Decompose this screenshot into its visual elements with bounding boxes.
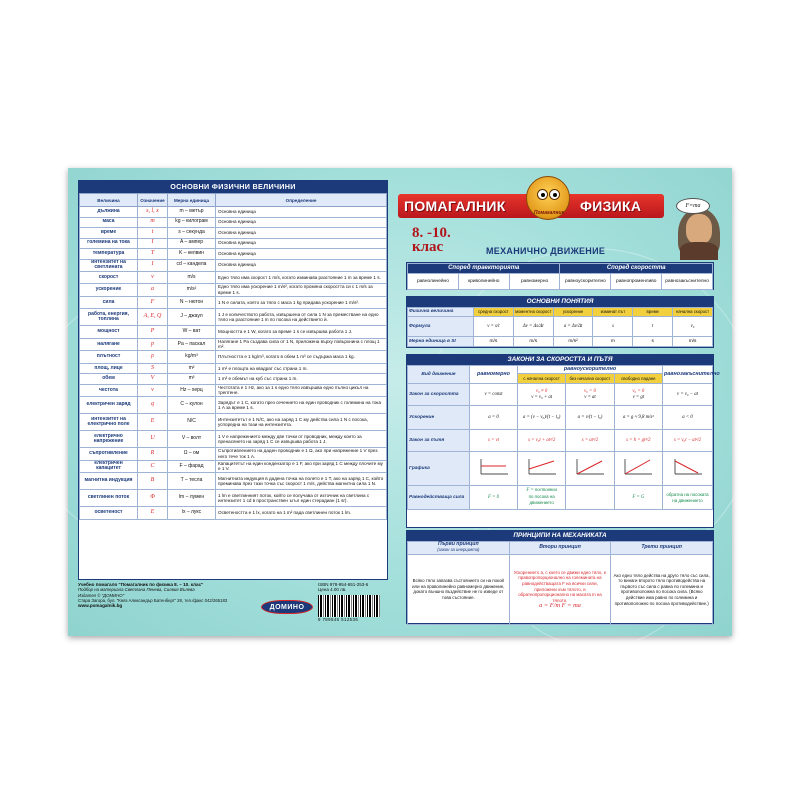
formula-cell: a = Δv/Δt	[553, 317, 593, 337]
uniform-header: равномерно	[470, 366, 518, 384]
quantity-symbol: I	[138, 259, 168, 271]
quantity-name: електричен капацитет	[80, 460, 138, 473]
quantity-unit: N – нютон	[168, 296, 216, 309]
uniform-graph	[478, 457, 510, 477]
imprint-title: Учебно помагало "Помагалник по физика 8. – 10. клас"	[78, 582, 204, 587]
classification-cell: равнопроменливо	[611, 274, 662, 290]
quantity-definition: Едно тяло има ускорение 1 m/s², когато промяна скоростта си с 1 m/s за време 1 s.	[216, 284, 387, 297]
third-principle-text: Ако едно тяло действа на друго тяло със сила, то винаги второто тяло противодейства на първото със сила с равна по големина и противоположна по посока сила. (Всяко действие има равно по големина и противоположно по посока противодействие.)	[611, 554, 713, 624]
quantity-unit: J – джаул	[168, 309, 216, 326]
quantity-name: светлинен поток	[80, 490, 138, 507]
quantity-definition: Капацитетът на един кондензатор е 1 F, ако при заряд 1 C между плочите му е 1 V.	[216, 460, 387, 473]
quantity-definition: Основна единица	[216, 249, 387, 260]
table-row	[80, 397, 387, 414]
unit-cell: m/s	[474, 337, 514, 347]
force-cell: F = 0	[470, 486, 518, 510]
laws-table	[407, 365, 720, 510]
acc-law: a = v/(t − t₀)	[566, 406, 614, 430]
quantity-definition: 1 V е напрежението между две точки от проводник, между които за пренасянето на заряд 1 C се извършва работа 1 J.	[216, 431, 387, 448]
col-header: Величина	[80, 194, 138, 207]
graph-cell	[470, 452, 518, 486]
quantity-symbol: C	[138, 460, 168, 473]
graph-cell	[518, 452, 566, 486]
force-cell: обратна на посоката на движението	[663, 486, 713, 510]
speech-bubble: F=ma	[676, 198, 710, 214]
quantity-name: интензитет на светлината	[80, 259, 138, 271]
accel-zero-graph	[574, 457, 606, 477]
acc-law: a < 0	[663, 406, 713, 430]
grade-range: 8. -10.	[412, 225, 451, 241]
concepts-header: средна скорост	[474, 308, 514, 317]
quantity-definition: Основна единица	[216, 259, 387, 271]
quantity-name: съпротивление	[80, 448, 138, 461]
quantity-definition: Основна единица	[216, 207, 387, 218]
row-label: Ускорение	[408, 406, 470, 430]
quantity-unit: s – секунда	[168, 228, 216, 239]
table-row	[80, 296, 387, 309]
quantity-name: ускорение	[80, 284, 138, 297]
quantity-definition: 1 N е силата, която за тяло с маса 1 kg придава ускорение 1 m/s².	[216, 296, 387, 309]
formula-label: Формула	[408, 317, 474, 337]
speed-head: Според скоростта	[560, 264, 713, 274]
table-row	[80, 338, 387, 351]
quantity-unit: lx – лукс	[168, 507, 216, 520]
quantity-unit: m³	[168, 374, 216, 385]
quantity-symbol: F	[138, 296, 168, 309]
quantity-definition: Основна единица	[216, 238, 387, 249]
force-cell	[566, 486, 614, 510]
quantity-name: магнитна индукция	[80, 473, 138, 490]
quantity-unit: kg – килограм	[168, 217, 216, 228]
formula-cell: Δv = Δs/Δt	[513, 317, 553, 337]
domino-logo: ДОМИНО	[261, 600, 313, 614]
accel-graph	[526, 457, 558, 477]
physical-quantities-table	[78, 180, 388, 580]
unit-cell: m	[593, 337, 633, 347]
quantity-unit: F – фарад	[168, 460, 216, 473]
imprint-website: www.pomagalnik.bg	[78, 603, 123, 609]
quantity-symbol: I	[138, 238, 168, 249]
quantity-name: обем	[80, 374, 138, 385]
isbn-text: ISBN 978-954-651-253-6	[318, 582, 369, 587]
speed-law: v₀ = 0 v = gt	[614, 384, 662, 406]
quantity-definition: Честотата е 1 Hz, ако за 1 s едно тяло извършва едно пълно цикъл на трептене.	[216, 384, 387, 397]
table-row	[80, 238, 387, 249]
quantity-unit: W – ват	[168, 326, 216, 339]
speed-law: v = const	[470, 384, 518, 406]
row-label: Графика	[408, 452, 470, 486]
classification-cell: равнозакъснително	[662, 274, 713, 290]
quantity-definition: Плътността е 1 kg/m³, когато в обем 1 m³ се съдържа маса 1 kg.	[216, 351, 387, 364]
formula-cell: t	[633, 317, 673, 337]
quantity-unit: Ω – ом	[168, 448, 216, 461]
principles-title: ПРИНЦИПИ НА МЕХАНИКАТА	[407, 531, 713, 541]
row-label: Равнодействаща сила	[408, 486, 470, 510]
table-row	[80, 460, 387, 473]
quantity-name: плътност	[80, 351, 138, 364]
price-text: Цена 4.00 лв.	[318, 587, 347, 592]
quantity-symbol: v	[138, 271, 168, 284]
classification-cell: равномерно	[509, 274, 560, 290]
force-cell: F = G	[614, 486, 662, 510]
quantity-symbol: ρ	[138, 351, 168, 364]
row-label: Закон за пътя	[408, 430, 470, 452]
unit-cell: m/s	[673, 337, 713, 347]
quantity-definition: Магнитната индукция в дадена точка на полето е 1 T, ако на заряд 1 C, който преминава през тази точка със скорост 1 m/s, действа магнитна сила 1 N.	[216, 473, 387, 490]
quantity-unit: m/s²	[168, 284, 216, 297]
col-header: Мерна единица	[168, 194, 216, 207]
quantity-definition: 1 m³ е обемът на куб със страна 1 m.	[216, 374, 387, 385]
unit-label: Мерна единица в SI	[408, 337, 474, 347]
table-title: ОСНОВНИ ФИЗИЧНИ ВЕЛИЧИНИ	[79, 181, 387, 193]
formula-cell: v₀	[673, 317, 713, 337]
decel-header: равнозакъснително	[663, 366, 713, 384]
quantity-symbol: t	[138, 228, 168, 239]
quantity-symbol: P	[138, 326, 168, 339]
table-row	[80, 249, 387, 260]
speed-law: v = v₀ − at	[663, 384, 713, 406]
header-title-left: ПОМАГАЛНИК	[404, 198, 506, 214]
quantity-unit: m – метър	[168, 207, 216, 218]
quantity-symbol: S	[138, 363, 168, 374]
quantity-unit: m/s	[168, 271, 216, 284]
quantity-definition: Основна единица	[216, 217, 387, 228]
quantity-symbol: T	[138, 249, 168, 260]
quantity-definition: 1 m² е площта на квадрат със страна 1 m.	[216, 363, 387, 374]
quantity-name: площ, лице	[80, 363, 138, 374]
trajectory-head: Според траекторията	[408, 264, 560, 274]
quantity-unit: lm – лумен	[168, 490, 216, 507]
accel-subheader: с начална скорост	[518, 374, 566, 384]
quantity-name: електричен заряд	[80, 397, 138, 414]
quantity-definition: Налягане 1 Pa създава сила от 1 N, приложена върху повърхнина с площ 1 m².	[216, 338, 387, 351]
quantity-symbol: E	[138, 414, 168, 431]
quantity-unit: kg/m³	[168, 351, 216, 364]
concepts-header: изминат път	[593, 308, 633, 317]
quantity-unit: K – келвин	[168, 249, 216, 260]
table-row	[80, 271, 387, 284]
quantity-definition: Интензитетът е 1 N/C, ако на заряд 1 C му действа сила 1 N с посока, успоредна на тази на интензитета.	[216, 414, 387, 431]
section-subtitle: МЕХАНИЧНО ДВИЖЕНИЕ	[486, 246, 606, 256]
quantity-unit: m²	[168, 363, 216, 374]
table-row	[80, 414, 387, 431]
quantity-definition: Мощността е 1 W, когато за време 1 s се извършва работа 1 J.	[216, 326, 387, 339]
path-law: s = h = gt²/2	[614, 430, 662, 452]
quantity-symbol: a	[138, 284, 168, 297]
grade-label	[412, 226, 451, 254]
quantity-symbol: B	[138, 473, 168, 490]
quantity-name: големина на тока	[80, 238, 138, 249]
quantity-name: време	[80, 228, 138, 239]
header-title-right: ФИЗИКА	[580, 198, 642, 214]
table-row	[80, 431, 387, 448]
quantity-unit: N/C	[168, 414, 216, 431]
principle-header: Втори принцип	[509, 542, 611, 555]
quantity-symbol: E	[138, 507, 168, 520]
graph-cell	[614, 452, 662, 486]
concepts-table	[407, 307, 713, 347]
formula-cell: v = s/t	[474, 317, 514, 337]
quantity-symbol: m	[138, 217, 168, 228]
second-principle-cell	[509, 554, 611, 624]
isbn-block	[318, 582, 388, 622]
formula-cell: s	[593, 317, 633, 337]
quantity-unit: T – тесла	[168, 473, 216, 490]
speed-law: v₀ ≠ 0 v = v₀ + at	[518, 384, 566, 406]
quantity-name: работа, енергия, топлина	[80, 309, 138, 326]
imprint-area	[78, 582, 388, 626]
table-row	[80, 207, 387, 218]
quantity-symbol: A, E, Q	[138, 309, 168, 326]
barcode	[318, 595, 380, 617]
kind-header: Вид движение	[408, 366, 470, 384]
principle-header: Трети принцип	[611, 542, 713, 555]
quantity-definition: Основна единица	[216, 228, 387, 239]
quantity-name: температура	[80, 249, 138, 260]
quantity-unit: V – волт	[168, 431, 216, 448]
quantity-definition: 1 lm е светлинният поток, който се получава от източник на светлина с интензитет 1 cd в пространствен ъгъл един стерадиан (1 sr).	[216, 490, 387, 507]
table-row	[80, 384, 387, 397]
acc-law: a = 0	[470, 406, 518, 430]
quantity-definition: Едно тяло има скорост 1 m/s, когато изминава разстояние 1 m за време 1 s.	[216, 271, 387, 284]
publisher-imprint	[78, 582, 258, 608]
classification-cell: равноускорително	[560, 274, 611, 290]
quantity-name: дължина	[80, 207, 138, 218]
table-row	[80, 351, 387, 364]
path-law: s = at²/2	[566, 430, 614, 452]
force-cell: F = постоянна по посока на движението	[518, 486, 566, 510]
quantity-symbol: q	[138, 397, 168, 414]
classification-box	[406, 262, 714, 290]
accel-header: равноускорително	[518, 366, 663, 374]
principles-box	[406, 530, 714, 624]
quantity-name: мощност	[80, 326, 138, 339]
path-law: s = v₀t + at²/2	[518, 430, 566, 452]
quantity-symbol: V	[138, 374, 168, 385]
quantity-unit: cd – кандела	[168, 259, 216, 271]
barcode-digits: 9 789546 512536	[318, 617, 359, 622]
concepts-header: моментна скорост	[513, 308, 553, 317]
second-principle-formula: a = F/m F = ma	[539, 602, 581, 610]
quantities-table	[79, 193, 387, 520]
quantity-symbol: ν	[138, 384, 168, 397]
quantity-name: електрично напрежение	[80, 431, 138, 448]
unit-cell: m/s	[513, 337, 553, 347]
imprint-publisher: Издател © "ДОМИНО"	[78, 592, 125, 598]
imprint-authors: Подбор на материала Светлана Пенева, Силвия Вълева	[78, 587, 195, 593]
quantity-unit: A – ампер	[168, 238, 216, 249]
first-principle-text: Всяко тяло запазва състоянието си на покой или на праволинейно равномерно движение, докато външно въздействие не го изведе от това състояние.	[408, 554, 510, 624]
quantity-symbol: p	[138, 338, 168, 351]
accel-subheader: без начална скорост	[566, 374, 614, 384]
classification-cell: равнолинейно	[408, 274, 459, 290]
imprint-address: Стара Загора, бул. "Княз Александър Батенберг" 28, тел./факс 042/265183	[78, 597, 228, 603]
classification-cell: криволинейно	[458, 274, 509, 290]
table-row	[80, 259, 387, 271]
graph-cell	[663, 452, 713, 486]
row-label: Закон за скоростта	[408, 384, 470, 406]
table-row	[80, 217, 387, 228]
laws-title: ЗАКОНИ ЗА СКОРОСТТА И ПЪТЯ	[407, 355, 713, 365]
acc-law: a = (v − v₀)/(t − t₀)	[518, 406, 566, 430]
concepts-header: време	[633, 308, 673, 317]
concepts-title: ОСНОВНИ ПОНЯТИЯ	[407, 297, 713, 307]
path-law: s = vt	[470, 430, 518, 452]
accel-subheader: свободно падане	[614, 374, 662, 384]
path-law: s = v₀t − at²/2	[663, 430, 713, 452]
table-row	[80, 490, 387, 507]
force-note: по посока на движението	[528, 493, 555, 506]
concepts-box	[406, 296, 714, 348]
quantity-symbol: s, l, x	[138, 207, 168, 218]
table-row	[80, 363, 387, 374]
laws-box	[406, 354, 720, 528]
concepts-header: начална скорост	[673, 308, 713, 317]
quantity-symbol: Φ	[138, 490, 168, 507]
unit-cell: s	[633, 337, 673, 347]
acc-law: a = g ≈ 9,8 m/s²	[614, 406, 662, 430]
quantity-unit: C – кулон	[168, 397, 216, 414]
table-row	[80, 326, 387, 339]
quantity-name: маса	[80, 217, 138, 228]
quantity-unit: Hz – херц	[168, 384, 216, 397]
quantity-name: интензитет на електрично поле	[80, 414, 138, 431]
table-row	[80, 473, 387, 490]
classification-table	[407, 263, 713, 290]
principle-header: Първи принцип (закон за инерцията)	[408, 542, 510, 555]
table-row	[80, 228, 387, 239]
quantity-unit: Pa – паскал	[168, 338, 216, 351]
table-row	[80, 374, 387, 385]
table-row	[80, 507, 387, 520]
table-row	[80, 284, 387, 297]
principles-table	[407, 541, 713, 625]
owl-caption: Помагалник	[533, 210, 565, 216]
quantity-name: налягане	[80, 338, 138, 351]
quantity-name: скорост	[80, 271, 138, 284]
graph-cell	[566, 452, 614, 486]
table-row	[80, 448, 387, 461]
quantity-name: сила	[80, 296, 138, 309]
grade-klas: клас	[412, 239, 444, 255]
col-header: Означение	[138, 194, 168, 207]
unit-cell: m/s²	[553, 337, 593, 347]
quantity-symbol: R	[138, 448, 168, 461]
quantity-definition: Осветеността е 1 lx, когато на 1 m² пада светлинен поток 1 lm.	[216, 507, 387, 520]
quantity-definition: Зарядът е 1 C, когато през сечението на един проводник с големина на тока 1 A за време 1 s.	[216, 397, 387, 414]
second-principle-text: Ускорението a, с което се движи едно тяло, е правопропорционално на големината на равнодействащата F на всички сили, приложени към тялото, и обратнопропорционално на масата m на тялото.	[513, 569, 607, 603]
speed-law: v₀ = 0 v = at	[566, 384, 614, 406]
free-fall-graph	[622, 457, 654, 477]
concepts-header: ускорение	[553, 308, 593, 317]
decel-graph	[672, 457, 704, 477]
concepts-header: Физична величина	[408, 308, 474, 317]
quantity-name: осветеност	[80, 507, 138, 520]
quantity-name: честота	[80, 384, 138, 397]
table-row	[80, 309, 387, 326]
quantity-definition: Съпротивлението на даден проводник е 1 Ω, ако при напрежение 1 V през него тече ток 1 A.	[216, 448, 387, 461]
quantity-definition: 1 J е количеството работа, извършена от сила 1 N за преместване на едно тяло на разстояние 1 m по посока на действието ѝ.	[216, 309, 387, 326]
quantity-symbol: U	[138, 431, 168, 448]
col-header: Определение	[216, 194, 387, 207]
